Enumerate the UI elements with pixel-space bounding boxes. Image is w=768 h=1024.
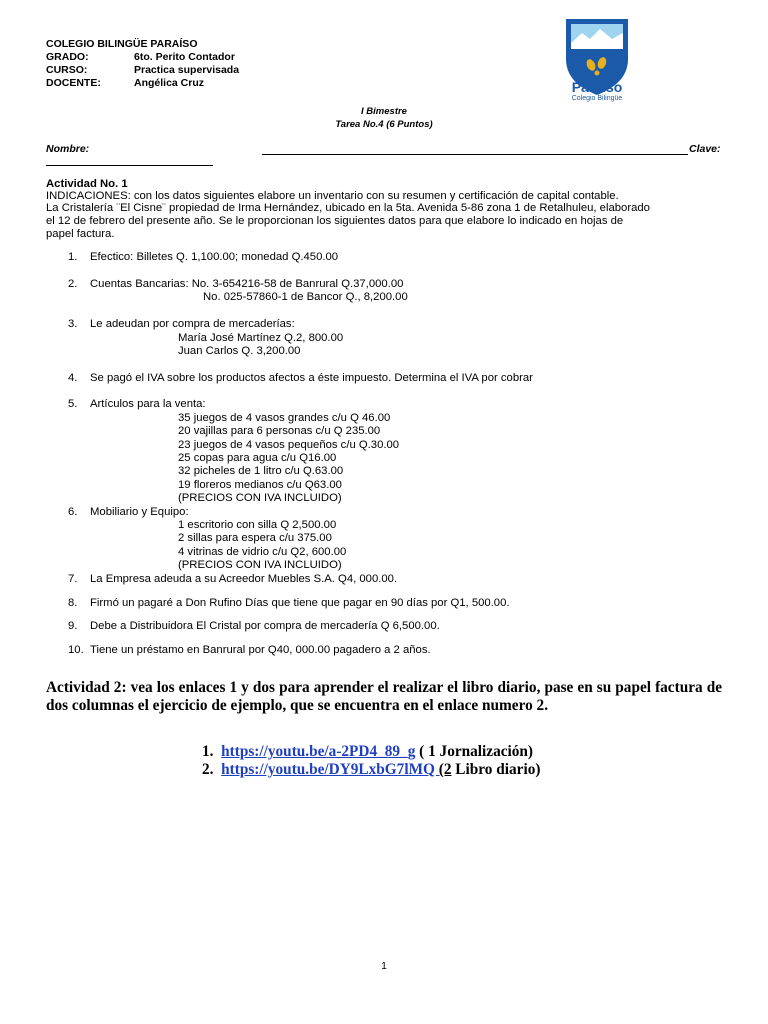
item-number: 5.	[68, 398, 78, 410]
link-label-underlined: (2	[438, 761, 452, 778]
logo-subtitle: Colegio Bilingüe	[571, 95, 623, 102]
item-text: Mobiliario y Equipo:	[90, 506, 189, 518]
item-subline: 20 vajillas para 6 personas c/u Q 235.00	[178, 425, 381, 437]
activity1-title: Actividad No. 1	[46, 178, 128, 190]
item-subline: 25 copas para agua c/u Q16.00	[178, 452, 337, 464]
activity1-paragraph-line: papel factura.	[46, 228, 115, 240]
item-subline: Juan Carlos Q. 3,200.00	[178, 345, 301, 357]
item-text: Firmó un pagaré a Don Rufino Días que tiene que pagar en 90 días por Q1, 500.00.	[90, 597, 510, 609]
item-subline: (PRECIOS CON IVA INCLUIDO)	[178, 492, 342, 504]
item-text: Le adeudan por compra de mercaderías:	[90, 318, 295, 330]
item-subline: 23 juegos de 4 vasos pequeños c/u Q.30.00	[178, 439, 400, 451]
item-subline: María José Martínez Q.2, 800.00	[178, 332, 344, 344]
header-label: DOCENTE:	[46, 77, 101, 89]
link-item-2	[202, 761, 540, 779]
name-line[interactable]	[262, 154, 688, 155]
item-number: 9.	[68, 620, 78, 632]
item-text: Debe a Distribuidora El Cristal por compra de mercadería Q 6,500.00.	[90, 620, 440, 632]
clave-label: Clave:	[689, 143, 721, 155]
logo-name: Paraíso	[571, 79, 623, 95]
item-subline: 4 vitrinas de vidrio c/u Q2, 600.00	[178, 546, 347, 558]
page-number: 1	[381, 961, 387, 972]
item-text: Efectico: Billetes Q. 1,100.00; monedad Q.450.00	[90, 251, 339, 263]
item-text: La Empresa adeuda a su Acreedor Muebles S.A. Q4, 000.00.	[90, 573, 398, 585]
youtube-link-1[interactable]: https://youtu.be/a-2PD4_89_g	[221, 743, 416, 760]
activity1-paragraph-line: La Cristalería ¨El Cisne¨ propiedad de Irma Hernández, ubicado en la 5ta. Avenida 5-86 zona 1 de Retalhuleu, elaborado	[46, 202, 650, 214]
task-title: Tarea No.4 (6 Puntos)	[335, 119, 433, 130]
header-value: 6to. Perito Contador	[134, 51, 235, 63]
header-value: Angélica Cruz	[134, 77, 205, 89]
item-number: 1.	[68, 251, 78, 263]
item-subline: 19 floreros medianos c/u Q63.00	[178, 479, 342, 491]
link-item-1	[202, 743, 533, 761]
period-title: I Bimestre	[361, 106, 407, 117]
item-subline: (PRECIOS CON IVA INCLUIDO)	[178, 559, 342, 571]
item-text: Tiene un préstamo en Banrural por Q40, 000.00 pagadero a 2 años.	[90, 644, 431, 656]
header-row-curso	[46, 64, 240, 77]
school-name: COLEGIO BILINGÜE PARAÍSO	[46, 38, 198, 50]
item-subline: 2 sillas para espera c/u 375.00	[178, 532, 332, 544]
item-subline: 1 escritorio con silla Q 2,500.00	[178, 519, 337, 531]
item-number: 7.	[68, 573, 78, 585]
header-value: Practica supervisada	[134, 64, 240, 76]
item-subline: No. 025-57860-1 de Bancor Q., 8,200.00	[203, 291, 408, 303]
item-number: 3.	[68, 318, 78, 330]
school-logo	[560, 15, 634, 105]
activity1-indications: INDICACIONES: con los datos siguientes elabore un inventario con su resumen y certificación de capital contable.	[46, 190, 619, 202]
item-subline: 32 picheles de 1 litro c/u Q.63.00	[178, 465, 344, 477]
name-label: Nombre:	[46, 143, 90, 155]
link-label: ( 1 Jornalización)	[415, 743, 534, 760]
clave-line[interactable]	[46, 165, 213, 166]
header-row-docente	[46, 77, 205, 90]
link-label: Libro diario)	[451, 761, 541, 778]
header-label: GRADO:	[46, 51, 89, 63]
header-label: CURSO:	[46, 64, 88, 76]
item-number: 8.	[68, 597, 78, 609]
youtube-link-2[interactable]: https://youtu.be/DY9LxbG7lMQ	[221, 761, 439, 778]
activity1-paragraph-line: el 12 de febrero del presente año. Se le proporcionan los siguientes datos para que elabore lo indicado en hojas de	[46, 215, 624, 227]
header-row-grado	[46, 51, 235, 64]
link-number: 1.	[202, 743, 214, 760]
item-number: 2.	[68, 278, 78, 290]
item-number: 6.	[68, 506, 78, 518]
item-text: Artículos para la venta:	[90, 398, 206, 410]
item-number: 4.	[68, 372, 78, 384]
item-number: 10.	[68, 644, 84, 656]
link-number: 2.	[202, 761, 214, 778]
activity2-text: Actividad 2: vea los enlaces 1 y dos para aprender el realizar el libro diario, pase en su papel factura de dos columnas el ejercicio de ejemplo, que se encuentra en el enlace numero 2.	[46, 679, 722, 714]
item-subline: 35 juegos de 4 vasos grandes c/u Q 46.00	[178, 412, 391, 424]
item-text: Cuentas Bancarias: No. 3-654216-58 de Banrural Q.37,000.00	[90, 278, 404, 290]
item-text: Se pagó el IVA sobre los productos afectos a éste impuesto. Determina el IVA por cobrar	[90, 372, 533, 384]
